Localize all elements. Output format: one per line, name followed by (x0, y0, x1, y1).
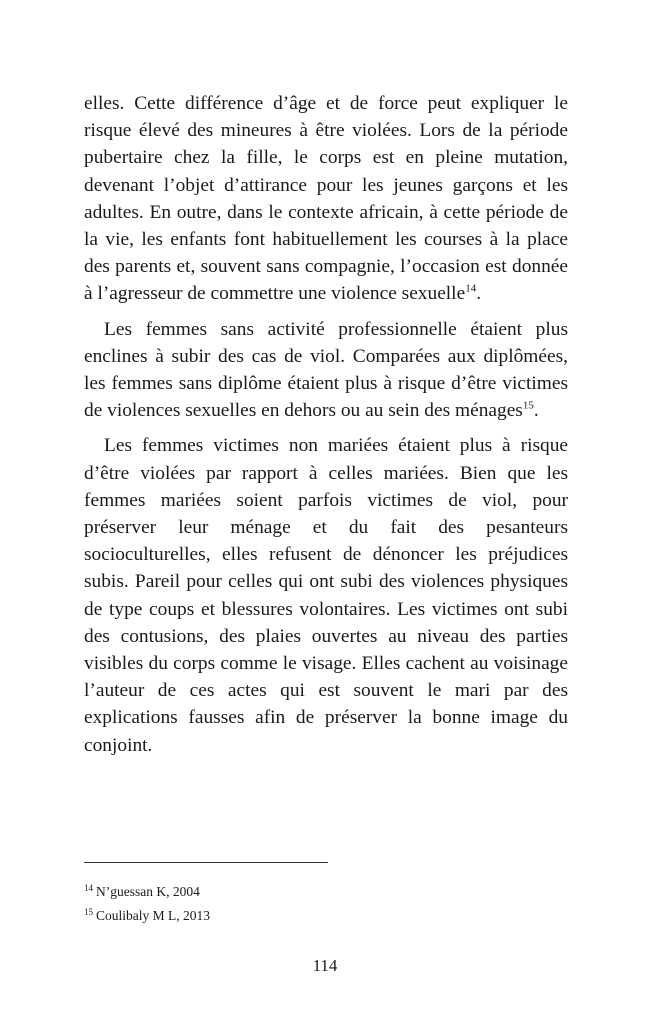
page-number: 114 (312, 956, 338, 975)
footnote-divider (84, 862, 328, 863)
footnotes (84, 880, 568, 928)
paragraph-1 (84, 90, 568, 308)
paragraph-2-text: Les femmes sans activité professionnelle étaient plus enclines à subir des cas de viol. Comparées aux diplômées, les femmes sans diplôme étaient plus à risque d’être victimes de violences sexuelles en dehors ou au sein des ménages (84, 318, 568, 422)
footnote-text: Coulibaly M L, 2013 (96, 908, 210, 923)
footnote-number: 15 (84, 906, 93, 917)
footnote-text: N’guessan K, 2004 (96, 884, 200, 899)
paragraph-3-text: Les femmes victimes non mariées étaient plus à risque d’être violées par rapport à celles mariées. Bien que les femmes mariées soient parfois victimes de viol, pour préserver leur ménage et du fait des pesanteurs socioculturelles, elles refusent de dénoncer les préjudices subis. Pareil pour celles qui ont subi des violences physiques de type coups et blessures volontaires. Les victimes ont subi des contusions, des plaies ouvertes au niveau des parties visibles du corps comme le visage. Elles cachent au voisinage l’auteur de ces actes qui est souvent le mari par des explications fausses afin de préserver la bonne image du conjoint. (84, 435, 568, 756)
body-text (84, 90, 568, 767)
paragraph-2-tail: . (533, 400, 539, 422)
paragraph-1-tail: . (476, 283, 482, 305)
paragraph-1-text: elles. Cette différence d’âge et de force peut expliquer le risque élevé des mineures à être violées. Lors de la période pubertaire chez la fille, le corps est en pleine mutation, devenant l’objet d’attirance pour les jeunes garçons et les adultes. En outre, dans le contexte africain, à cette période de la vie, les enfants font habituellement les courses à la place des parents et, souvent sans compagnie, l’occasion est donnée à l’agresseur de commettre une violence sexuelle (84, 93, 568, 305)
footnote-number: 14 (84, 882, 93, 893)
paragraph-2 (84, 316, 568, 425)
footnote-ref-15[interactable]: 15 (522, 399, 534, 412)
paragraph-3 (84, 432, 568, 758)
footnote-ref-14[interactable]: 14 (465, 282, 477, 295)
footnote-15 (84, 904, 568, 928)
footnote-14 (84, 880, 568, 904)
